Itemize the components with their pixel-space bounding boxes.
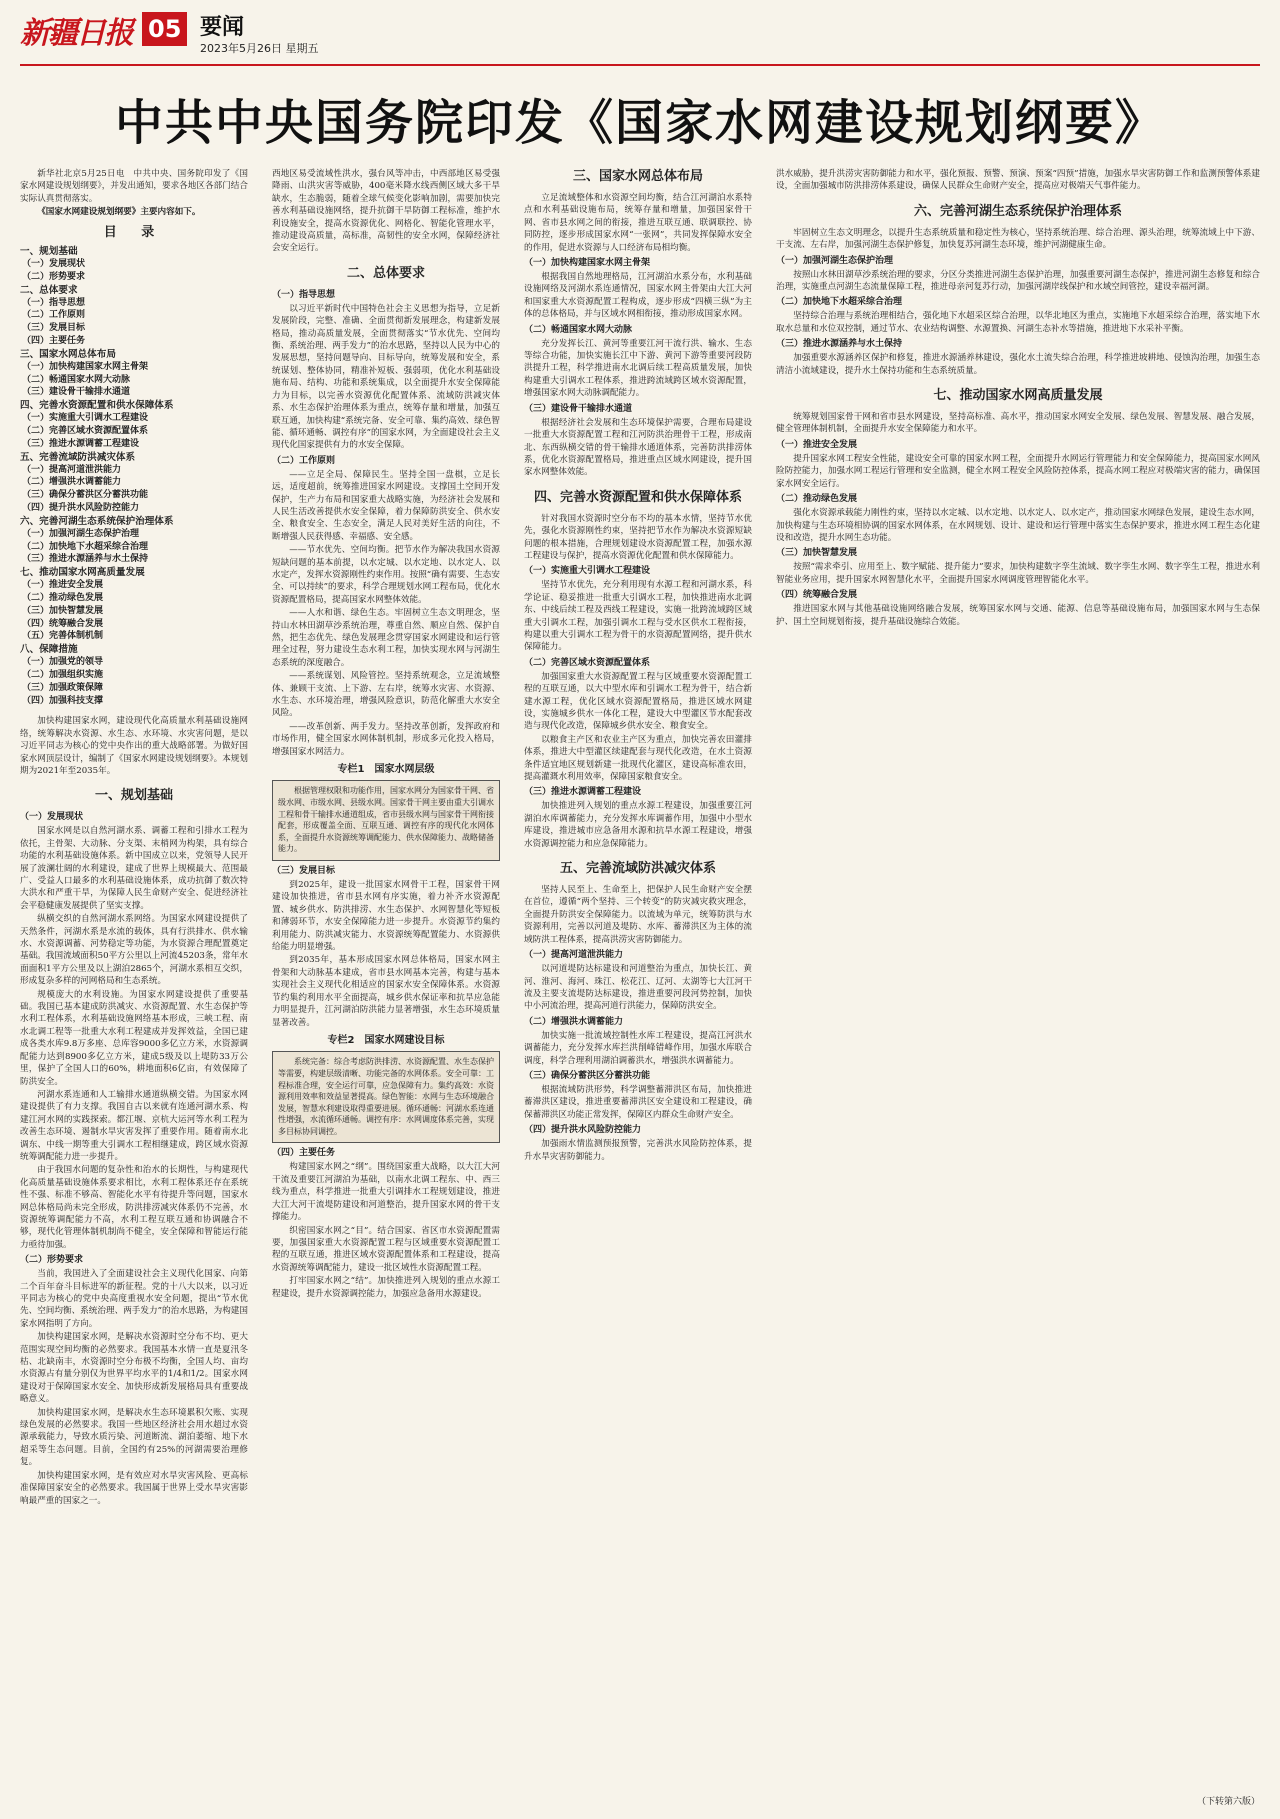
body-paragraph: 按照“需求牵引、应用至上、数字赋能、提升能力”要求，加快构建数字孪生流域、数字孪生水网、数字孪生工程，推进水利智能业务应用，提升国家水网智慧化水平，全面提升国家水网调度管理智能化水平。 bbox=[776, 562, 1260, 585]
subsection-heading: （三）推进水源涵养与水土保持 bbox=[776, 339, 903, 350]
body-paragraph: 到2035年，基本形成国家水网总体格局，国家水网主骨架和大动脉基本建成，省市县水网基本完善，构建与基本实现社会主义现代化相适应的国家水安全保障体系。水资源节约集约利用水平全面提高，城乡供水保证率和抗旱应急能力明显提升，江河湖泊防洪能力显著增强，水生态环境质量显著改善。 bbox=[272, 955, 500, 1028]
section-heading-2: 二、总体要求 bbox=[346, 265, 425, 281]
subsection-heading: （四）提升洪水风险防控能力 bbox=[524, 1125, 642, 1136]
section-heading-4: 四、完善水资源配置和供水保障体系 bbox=[533, 489, 742, 505]
subsection-heading: （二）畅通国家水网大动脉 bbox=[524, 324, 633, 335]
toc-minor-item: （一）提高河道泄洪能力 bbox=[22, 464, 122, 475]
toc-major-item: 二、总体要求 bbox=[20, 284, 78, 296]
body-paragraph: 国家水网是以自然河湖水系、调蓄工程和引排水工程为依托，主骨架、大动脉、分支渠、末梢网为构架，具有综合功能的水利基础设施体系。新中国成立以来，党领导人民开展了波澜壮阔的水利建设，建成了世界上规模最大、范围最广、受益人口最多的水利基础设施体系，成功抗御了数次特大洪水和严重干旱，为保障人民生命财产安全、促进经济社会平稳健康发展提供了坚实支撑。 bbox=[20, 826, 248, 911]
body-paragraph: 充分发挥长江、黄河等重要江河干流行洪、输水、生态等综合功能，加快实施长江中下游、黄河下游等重要河段防洪提升工程，科学推进南水北调后续工程高质量发展，加快构建重大引调水工程体系，推进跨流域跨区域水资源配置，增强国家水网大动脉调配能力。 bbox=[524, 338, 752, 399]
toc-major-item: 一、规划基础 bbox=[20, 246, 78, 258]
sidebar-box-title: 专栏1 国家水网层级 bbox=[337, 764, 435, 776]
toc-major-item: 七、推动国家水网高质量发展 bbox=[20, 567, 145, 579]
sidebar-box bbox=[272, 1051, 500, 1143]
body-paragraph: 西地区易受流域性洪水，强台风等冲击，中西部地区易受强降雨、山洪灾害等威胁，400毫米降水线西侧区域大多干旱缺水，生态脆弱，随着全球气候变化影响加剧，需要加快完善水利基础设施网络，提升抗御干旱防御工程标准，维护水利设施安全，提高水资源优化、网格化、智能化管理水平，推动建设高质量，高标准，高韧性的安全水网，保障经济社会安全运行。 bbox=[272, 169, 500, 254]
body-paragraph: 坚持人民至上、生命至上，把保护人民生命财产安全摆在首位，遵循“两个坚持、三个转变”的防灾减灾救灾理念，全面提升防洪安全保障能力。以流域为单元，统筹防洪与水资源利用，完善以河道及堤防、水库、蓄滞洪区为主体的流域防洪工程体系，提高洪涝灾害防御能力。 bbox=[524, 885, 752, 945]
subsection-heading: （四）统筹融合发展 bbox=[776, 590, 858, 601]
body-paragraph: 构建国家水网之“纲”。围绕国家重大战略，以大江大河干流及重要江河湖泊为基础，以南水北调工程东、中、西三线为重点，科学推进一批重大引调排水工程规划建设，推进大江大河干流堤防建设和河道整治，提升国家水网的骨干支撑能力。 bbox=[272, 1162, 500, 1223]
body-paragraph: 规模庞大的水利设施。为国家水网建设提供了重要基础。我国已基本建成防洪减灾、水资源配置、水生态保护等水利工程体系，水利基础设施网络基本形成，三峡工程、南水北调工程等一批重大水利工程建成并发挥效益，全国已建成各类水库9.8万多座、总库容9000多亿立方米，水资源调配能力达到8900多亿立方米，建成5级及以上堤防33万公里，保护了全国人口的60%，耕地面积6亿亩，有效保障了防洪安全。 bbox=[20, 989, 248, 1087]
masthead bbox=[20, 6, 1260, 62]
page-number: 05 bbox=[142, 12, 187, 46]
subsection-heading: （一）加快构建国家水网主骨架 bbox=[524, 258, 651, 269]
body-paragraph: 加快构建国家水网，是解决水资源时空分布不均、更大范围实现空间均衡的必然要求。我国基本水情一直是夏汛冬枯、北缺南丰，水资源时空分布极不均衡，全国人均、亩均水资源占有量分别仅为世界平均水平的1/4和1/2。国家水网建设对于保障国家水安全、加快形成新发展格局具有重要战略意义。 bbox=[20, 1332, 248, 1405]
section-name: 要闻 bbox=[200, 15, 245, 40]
toc-minor-item: （二）加强组织实施 bbox=[22, 669, 104, 680]
subsection-heading: （二）工作原则 bbox=[272, 455, 336, 466]
body-paragraph: 根据我国自然地理格局，江河湖泊水系分布，水利基础设施网络及河湖水系连通情况，国家水网主骨架由大江大河和国家重大水资源配置工程构成，逐步形成“四横三纵”为主体的总体格局，并与区域水网相衔接，推动形成国家水网。 bbox=[524, 272, 752, 320]
toc-minor-item: （一）实施重大引调水工程建设 bbox=[22, 413, 149, 424]
toc-minor-item: （四）统筹融合发展 bbox=[22, 618, 104, 629]
body-paragraph: ——人水和谐、绿色生态。牢固树立生态文明理念，坚持山水林田湖草沙系统治理，尊重自然、顺应自然、保护自然，把生态优先、绿色发展理念贯穿国家水网建设和运行管理全过程，努力建设生态水利工程，加快实现水网与河湖生态系统的深度融合。 bbox=[272, 608, 500, 668]
subsection-heading: （四）主要任务 bbox=[272, 1148, 336, 1159]
toc-minor-item: （三）加强政策保障 bbox=[22, 682, 104, 693]
newspaper-logo: 新疆日报 bbox=[20, 16, 132, 51]
subsection-heading: （一）提高河道泄洪能力 bbox=[524, 950, 624, 961]
subsection-heading: （三）发展目标 bbox=[272, 866, 336, 877]
body-paragraph: 织密国家水网之“目”。结合国家、省区市水资源配置需要，加强国家重大水资源配置工程与区域重要水资源配置工程的互联互通，推进区域水资源配置体系和工程建设，提高水资源统筹调配能力，建设一批区域性水资源配置工程。 bbox=[272, 1225, 500, 1273]
toc-minor-item: （一）加强河湖生态保护治理 bbox=[22, 528, 140, 539]
body-paragraph: 到2025年，建设一批国家水网骨干工程，国家骨干网建设加快推进，省市县水网有序实施，着力补齐水资源配置、城乡供水、防洪排涝、水生态保护、水网智慧化等短板和薄弱环节，水安全保障能力进一步提升。水资源节约集约利用能力、防洪减灾能力、水资源统筹配置能力、水资源供给能力明显增强。 bbox=[272, 880, 500, 953]
lead-paragraph: 新华社北京5月25日电 中共中央、国务院印发了《国家水网建设规划纲要》，并发出通知，要求各地区各部门结合实际认真贯彻落实。 bbox=[20, 169, 248, 204]
masthead-divider bbox=[20, 64, 1260, 66]
toc-major-item: 四、完善水资源配置和供水保障体系 bbox=[20, 400, 174, 412]
body-paragraph: ——立足全局、保障民生。坚持全国一盘棋，立足长远，适度超前，统筹推进国家水网建设。支撑国土空间开发保护，生产力布局和国家重大战略实施，为经济社会发展和人民生活改善提供水安全保障，着力保障防洪安全、供水安全、粮食安全、生态安全，满足人民对美好生活的向往，不断增强人民获得感、幸福感、安全感。 bbox=[272, 469, 500, 542]
toc-minor-item: （二）工作原则 bbox=[22, 310, 86, 321]
section-heading-7: 七、推动国家水网高质量发展 bbox=[933, 388, 1103, 404]
toc-minor-item: （三）推进水源调蓄工程建设 bbox=[22, 438, 140, 449]
subsection-heading: （二）加快地下水超采综合治理 bbox=[776, 297, 903, 308]
body-paragraph: 以河道堤防达标建设和河道整治为重点，加快长江、黄河、淮河、海河、珠江、松花江、辽河、太湖等七大江河干流及主要支流堤防达标建设，推进重要河段河势控制，加快中小河流治理，提高河道行洪能力，保障防洪安全。 bbox=[524, 964, 752, 1012]
body-paragraph: 牢固树立生态文明理念，以提升生态系统质量和稳定性为核心，坚持系统治理、综合治理、源头治理，统筹流域上中下游、干支流、左右岸，加强河湖生态保护修复，加快复苏河湖生态环境，维护河湖健康生命。 bbox=[776, 227, 1260, 251]
body-paragraph: 加快构建国家水网，是有效应对水旱灾害风险、更高标准保障国家安全的必然要求。我国属于世界上受水旱灾害影响最严重的国家之一。 bbox=[20, 1470, 248, 1506]
toc-minor-item: （二）加快地下水超采综合治理 bbox=[22, 541, 149, 552]
toc-major-item: 三、国家水网总体布局 bbox=[20, 348, 116, 360]
toc-minor-item: （二）增强洪水调蓄能力 bbox=[22, 477, 122, 488]
subsection-heading: （一）实施重大引调水工程建设 bbox=[524, 566, 651, 577]
body-paragraph: 洪水威胁，提升洪涝灾害防御能力和水平，强化预报、预警、预演、预案“四预”措施，加强水旱灾害防御工作和监测预警体系建设，全面加强城市防洪排涝体系建设，确保人民群众生命财产安全，提高应对极端天气事件能力。 bbox=[776, 169, 1260, 192]
toc-minor-item: （三）建设骨干输排水通道 bbox=[22, 387, 131, 398]
body-paragraph: 加快实施一批流域控制性水库工程建设，提高江河洪水调蓄能力，充分发挥水库拦洪削峰错峰作用，加强水库联合调度，科学合理利用湖泊调蓄洪水，增强洪水调蓄能力。 bbox=[524, 1030, 752, 1066]
toc-title: 目 录 bbox=[103, 224, 165, 240]
body-paragraph: 针对我国水资源时空分布不均的基本水情，坚持节水优先，强化水资源刚性约束，坚持把节水作为解决水资源短缺问题的根本措施，合理规划建设水资源配置工程，加强水源工程建设与保护，提高水资源优化配置和供水保障能力。 bbox=[524, 513, 752, 561]
headline: 中共中央国务院印发《国家水网建设规划纲要》 bbox=[114, 95, 1165, 151]
toc-minor-item: （三）发展目标 bbox=[22, 323, 86, 334]
sidebar-box-text: 根据管理权限和功能作用，国家水网分为国家骨干网、省级水网、市级水网、县级水网。国家骨干网主要由重大引调水工程和骨干输排水通道组成，省市县级水网与国家骨干网衔接配套，形成覆盖全面、互联互通、调控有序的现代化水网体系，全面提升水资源统筹调配能力、供水保障能力、战略储备能力。 bbox=[278, 786, 494, 854]
column-2 bbox=[272, 168, 500, 1808]
sidebar-box bbox=[272, 780, 500, 861]
toc-minor-item: （一）推进安全发展 bbox=[22, 580, 104, 591]
subsection-heading: （二）增强洪水调蓄能力 bbox=[524, 1016, 624, 1027]
body-paragraph: 当前，我国进入了全面建设社会主义现代化国家、向第二个百年奋斗目标进军的新征程。党的十八大以来，以习近平同志为核心的党中央高度重视水安全问题，提出“节水优先、空间均衡、系统治理、两手发力”的治水思路，为构建国家水网指明了方向。 bbox=[20, 1269, 248, 1329]
issue-date: 2023年5月26日 星期五 bbox=[200, 42, 319, 55]
body-paragraph: 推进国家水网与其他基础设施网络融合发展，统筹国家水网与交通、能源、信息等基础设施布局，加强国家水网与生态保护、国土空间规划衔接，提升基础设施综合效能。 bbox=[776, 604, 1260, 627]
section-heading-3: 三、国家水网总体布局 bbox=[572, 169, 703, 184]
toc-minor-item: （二）推动绿色发展 bbox=[22, 592, 104, 603]
toc-minor-item: （四）提升洪水风险防控能力 bbox=[22, 502, 140, 513]
toc-minor-item: （四）加强科技支撑 bbox=[22, 695, 104, 706]
body-paragraph: 按照山水林田湖草沙系统治理的要求，分区分类推进河湖生态保护治理，加强重要河湖生态保护，推进河湖生态修复和综合治理，实施重点河湖生态流量保障工程，推进母亲河复苏行动，加强河湖岸线保护和水域空间管控，建设幸福河湖。 bbox=[776, 269, 1260, 293]
subsection-heading: （二）完善区域水资源配置体系 bbox=[524, 657, 651, 668]
continued-note: （下转第六版） bbox=[1196, 1796, 1260, 1807]
toc-minor-item: （一）发展现状 bbox=[22, 259, 86, 270]
subsection-heading: （三）建设骨干输排水通道 bbox=[524, 403, 633, 414]
body-paragraph: 提升国家水网工程安全性能，建设安全可靠的国家水网工程，全面提升水网运行管理能力和安全保障能力，提高国家水网风险防控能力，加强水网工程运行管理和安全监测，健全水网工程安全风险防控体系，提高水网工程应对极端灾害的能力，确保国家水网安全运行。 bbox=[776, 453, 1260, 489]
toc-minor-item: （二）完善区域水资源配置体系 bbox=[22, 426, 149, 436]
subsection-heading: （三）确保分蓄洪区分蓄洪功能 bbox=[524, 1070, 651, 1081]
sidebar-box-text: 系统完备：综合考虑防洪排涝、水资源配置、水生态保护等需要，构建层级清晰、功能完备的水网体系。安全可靠：工程标准合理，安全运行可靠，应急保障有力。集约高效：水资源利用效率和效益显著提高。绿色智能：水网与生态环境融合发展，智慧水利建设取得重要进展。循环通畅：河湖水系连通性增强，水流循环通畅。调控有序：水网调度体系完善，实现多目标协同调控。 bbox=[278, 1057, 494, 1136]
toc-major-item: 八、保障措施 bbox=[20, 644, 78, 656]
toc-minor-item: （二）畅通国家水网大动脉 bbox=[22, 374, 131, 385]
subsection-heading: （一）加强河湖生态保护治理 bbox=[776, 255, 894, 266]
section-heading-5: 五、完善流域防洪减灾体系 bbox=[559, 861, 716, 877]
sidebar-box-title: 专栏2 国家水网建设目标 bbox=[327, 1034, 445, 1046]
body-paragraph: 立足流域整体和水资源空间均衡，结合江河湖泊水系特点和水利基础设施布局，统筹存量和增量，加强国家骨干网、省市县水网之间的衔接，推进互联互通、联调联控、协同防控，逐步形成国家水网“一张网”，共同发挥保障水安全的作用，促进水资源与人口经济布局相均衡。 bbox=[524, 193, 752, 253]
subsection-heading: （一）推进安全发展 bbox=[776, 439, 858, 450]
body-paragraph: ——改革创新、两手发力。坚持改革创新，发挥政府和市场作用，健全国家水网体制机制，形成多元化投入格局，增强国家水网活力。 bbox=[272, 721, 500, 757]
toc-minor-item: （二）形势要求 bbox=[22, 271, 86, 282]
body-paragraph: 由于我国水问题的复杂性和治水的长期性，与构建现代化高质量基础设施体系要求相比，水利工程体系还存在系统性不强、标准不够高、智能化水平有待提升等问题，国家水网总体格局尚未完全形成，防洪排涝减灾体系仍不完善，水资源统筹调配能力不高，水利工程互联互通和协调融合不够，现代化管理体制机制尚不健全，安全保障和智能运行能力亟待加强。 bbox=[20, 1165, 248, 1250]
subsection-heading: （一）发展现状 bbox=[20, 812, 84, 823]
body-paragraph: 坚持综合治理与系统治理相结合，强化地下水超采区综合治理，以华北地区为重点，实施地下水超采综合治理，落实地下水取水总量和水位双控制，通过节水、农业结构调整、水源置换、河湖生态补水等措施，推进地下水采补平衡。 bbox=[776, 311, 1260, 334]
subsection-heading: （一）指导思想 bbox=[272, 289, 336, 300]
body-paragraph: 强化水资源承载能力刚性约束，坚持以水定城、以水定地、以水定人、以水定产，推动国家水网绿色发展，建设生态水网，加快构建与生态环境相协调的国家水网体系，在水网规划、设计、建设和运行管理中落实生态保护要求，推进水网工程生态化建设和改造，提升水网生态功能。 bbox=[776, 508, 1260, 543]
toc-minor-item: （一）加强党的领导 bbox=[22, 657, 104, 668]
toc-minor-item: （一）加快构建国家水网主骨架 bbox=[22, 361, 149, 372]
column-3 bbox=[524, 168, 752, 1808]
body-paragraph: 根据流域防洪形势，科学调整蓄滞洪区布局，加快推进蓄滞洪区建设，推进重要蓄滞洪区安全建设和工程建设，确保蓄滞洪区功能正常发挥，保障区内群众生命财产安全。 bbox=[524, 1084, 752, 1120]
toc-major-item: 六、完善河湖生态系统保护治理体系 bbox=[20, 515, 174, 527]
subsection-heading: （二）推动绿色发展 bbox=[776, 494, 858, 505]
table-of-contents bbox=[20, 245, 248, 707]
toc-minor-item: （三）加快智慧发展 bbox=[22, 605, 104, 616]
body-paragraph: 加强雨水情监测预报预警，完善洪水风险防控体系，提升水旱灾害防御能力。 bbox=[524, 1139, 752, 1162]
column-1 bbox=[20, 168, 248, 1808]
subsection-heading: （二）形势要求 bbox=[20, 1255, 84, 1266]
body-paragraph: 打牢国家水网之“结”。加快推进列入规划的重点水源工程建设，提升水资源调控能力，加强应急备用水源建设。 bbox=[272, 1276, 500, 1299]
intro-paragraph: 加快构建国家水网，建设现代化高质量水利基础设施网络，统筹解决水资源、水生态、水环境、水灾害问题，是以习近平同志为核心的党中央作出的重大战略部署。为做好国家水网顶层设计，编制了《国家水网建设规划纲要》。本规划期为2021年至2035年。 bbox=[20, 716, 248, 776]
lead-paragraph-2: 《国家水网建设规划纲要》主要内容如下。 bbox=[37, 207, 201, 218]
body-paragraph: 统筹规划国家骨干网和省市县水网建设，坚持高标准、高水平，推动国家水网安全发展、绿色发展、智慧发展、融合发展，健全管理体制机制，全面提升水安全保障能力和水平。 bbox=[776, 412, 1260, 435]
toc-minor-item: （一）指导思想 bbox=[22, 297, 86, 308]
section-heading-1: 一、规划基础 bbox=[94, 788, 173, 804]
body-paragraph: 加快推进列入规划的重点水源工程建设，加强重要江河湖泊水库调蓄能力，充分发挥水库调蓄作用，加强中小型水库建设，推进城市应急备用水源和抗旱水源工程建设，增强水资源调控能力和应急保障能力。 bbox=[524, 801, 752, 849]
toc-minor-item: （三）确保分蓄洪区分蓄洪功能 bbox=[22, 490, 149, 501]
body-paragraph: 加快构建国家水网，是解决水生态环境累积欠账、实现绿色发展的必然要求。我国一些地区经济社会用水超过水资源承载能力，导致水质污染、河道断流、湖泊萎缩、地下水超采等生态问题。目前，全国约有25%的河湖需要治理修复。 bbox=[20, 1407, 248, 1468]
article-columns bbox=[20, 168, 1260, 1808]
column-4 bbox=[776, 168, 1260, 1808]
toc-major-item: 五、完善流域防洪减灾体系 bbox=[20, 451, 136, 463]
subsection-heading: （三）加快智慧发展 bbox=[776, 548, 858, 559]
toc-minor-item: （五）完善体制机制 bbox=[22, 631, 104, 642]
body-paragraph: 坚持节水优先，充分利用现有水源工程和河湖水系，科学论证、稳妥推进一批重大引调水工程，加快推进南水北调东、中线后续工程及西线工程建设，实施一批跨流域跨区域重大引调水工程，加强引调水工程与受水区供水工程衔接，构建以重大引调水工程为骨干的水资源配置网络，提升供水保障能力。 bbox=[524, 580, 752, 653]
toc-minor-item: （三）推进水源涵养与水土保持 bbox=[22, 554, 149, 565]
toc-minor-item: （四）主要任务 bbox=[22, 336, 86, 347]
body-paragraph: 加强重要水源涵养区保护和修复，推进水源涵养林建设，强化水土流失综合治理，科学推进坡耕地、侵蚀沟治理，加强生态清洁小流域建设，提升水土保持功能和生态系统质量。 bbox=[776, 353, 1260, 376]
body-paragraph: 根据经济社会发展和生态环境保护需要，合理布局建设一批重大水资源配置工程和江河防洪治理骨干工程，形成南北、东西纵横交错的骨干输排水通道体系，完善防洪排涝体系，优化水资源配置格局，推进重点区域水网建设，提升国家水网整体效能。 bbox=[524, 417, 752, 478]
body-paragraph: 以习近平新时代中国特色社会主义思想为指导，立足新发展阶段，完整、准确、全面贯彻新发展理念，构建新发展格局，推动高质量发展，全面贯彻落实“节水优先、空间均衡、系统治理、两手发力”的治水思路，坚持以人民为中心的发展思想，坚持问题导向、目标导向，统筹发展和安全，系统谋划、整体协同，精准补短板、强弱项，优化水利基础设施布局、结构、功能和系统集成，以全面提升水安全保障能力为目标，以完善水资源优化配置体系、流域防洪减灾体系、水生态保护治理体系为重点，统筹存量和增量，加强互联互通，加快构建“系统完备、安全可靠、集约高效、绿色智能、循环通畅、调控有序”的国家水网，为全面建设社会主义现代化国家提供有力的水安全保障。 bbox=[272, 303, 500, 451]
body-paragraph: 以粮食主产区和农业主产区为重点，加快完善农田灌排体系，推进大中型灌区续建配套与现代化改造，在水土资源条件适宜地区规划新建一批现代化灌区，建设高标准农田，提高灌溉水利用效率，保障国家粮食安全。 bbox=[524, 734, 752, 783]
body-paragraph: ——系统谋划、风险管控。坚持系统观念，立足流域整体、兼顾干支流、上下游、左右岸，统筹水灾害、水资源、水生态、水环境治理，增强风险意识，防范化解重大水安全风险。 bbox=[272, 671, 500, 719]
body-paragraph: ——节水优先、空间均衡。把节水作为解决我国水资源短缺问题的基本前提，以水定城、以水定地、以水定人、以水定产，发挥水资源刚性约束作用。按照“确有需要、生态安全、可以持续”的要求，科学合理规划水网工程布局，优化水资源配置格局，提高国家水网整体效能。 bbox=[272, 545, 500, 605]
subsection-heading: （三）推进水源调蓄工程建设 bbox=[524, 787, 642, 798]
section-heading-6: 六、完善河湖生态系统保护治理体系 bbox=[913, 203, 1122, 219]
body-paragraph: 加强国家重大水资源配置工程与区域重要水资源配置工程的互联互通，以大中型水库和引调水工程为骨干，结合新建水源工程，优化区域水资源配置格局，推进区域水网建设，实施城乡供水一体化工程，建设大中型灌区节水配套改造与现代化改造，保障城乡供水安全、粮食安全。 bbox=[524, 671, 752, 732]
body-paragraph: 河湖水系连通和人工输排水通道纵横交错。为国家水网建设提供了有力支撑。我国自古以来就有连通河湖水系、构建江河水网的实践探索。都江堰、京杭大运河等水利工程为改善生态环境、遏制水旱灾害发挥了重要作用。随着南水北调东、中线一期等重大引调水工程相继建成，跨区域水资源统筹调配能力进一步提升。 bbox=[20, 1089, 248, 1162]
body-paragraph: 纵横交织的自然河湖水系网络。为国家水网建设提供了天然条件，河湖水系是水流的载体，具有行洪排水、供水输水、水资源调蓄、河势稳定等功能，为水资源合理配置奠定基础。我国流域面积50平方公里以上河流45203条，常年水面面积1平方公里及以上湖泊2865个，河湖水系相互交织，形成复杂多样的河网格局和生态系统。 bbox=[20, 914, 248, 987]
